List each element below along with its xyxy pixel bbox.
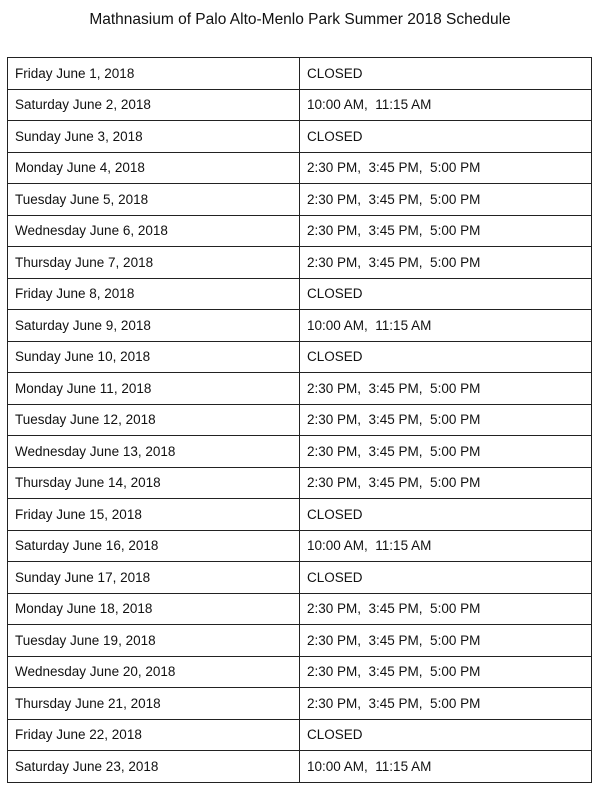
session-times-cell: CLOSED xyxy=(300,562,592,594)
table-row xyxy=(8,562,592,594)
session-times-cell: 2:30 PM, 3:45 PM, 5:00 PM xyxy=(300,467,592,499)
day-cell: Sunday June 10, 2018 xyxy=(8,341,300,373)
table-row xyxy=(8,593,592,625)
session-times-cell: 2:30 PM, 3:45 PM, 5:00 PM xyxy=(300,593,592,625)
day-cell: Friday June 22, 2018 xyxy=(8,719,300,751)
table-row xyxy=(8,121,592,153)
day-cell: Tuesday June 19, 2018 xyxy=(8,625,300,657)
session-times-cell: 2:30 PM, 3:45 PM, 5:00 PM xyxy=(300,404,592,436)
day-cell: Friday June 1, 2018 xyxy=(8,58,300,90)
table-row xyxy=(8,404,592,436)
table-row xyxy=(8,184,592,216)
table-row xyxy=(8,89,592,121)
day-cell: Wednesday June 6, 2018 xyxy=(8,215,300,247)
session-times-cell: CLOSED xyxy=(300,341,592,373)
day-cell: Sunday June 17, 2018 xyxy=(8,562,300,594)
table-row xyxy=(8,341,592,373)
session-times-cell: 2:30 PM, 3:45 PM, 5:00 PM xyxy=(300,436,592,468)
table-row xyxy=(8,656,592,688)
day-cell: Monday June 11, 2018 xyxy=(8,373,300,405)
session-times-cell: 2:30 PM, 3:45 PM, 5:00 PM xyxy=(300,247,592,279)
table-row xyxy=(8,152,592,184)
session-times-cell: CLOSED xyxy=(300,719,592,751)
session-times-cell: 10:00 AM, 11:15 AM xyxy=(300,530,592,562)
table-row xyxy=(8,751,592,783)
session-times-cell: 10:00 AM, 11:15 AM xyxy=(300,751,592,783)
table-row xyxy=(8,436,592,468)
table-row xyxy=(8,247,592,279)
session-times-cell: 2:30 PM, 3:45 PM, 5:00 PM xyxy=(300,215,592,247)
table-row xyxy=(8,499,592,531)
day-cell: Thursday June 14, 2018 xyxy=(8,467,300,499)
day-cell: Friday June 8, 2018 xyxy=(8,278,300,310)
table-row xyxy=(8,625,592,657)
session-times-cell: 2:30 PM, 3:45 PM, 5:00 PM xyxy=(300,373,592,405)
day-cell: Tuesday June 12, 2018 xyxy=(8,404,300,436)
session-times-cell: 2:30 PM, 3:45 PM, 5:00 PM xyxy=(300,656,592,688)
day-cell: Monday June 18, 2018 xyxy=(8,593,300,625)
table-row xyxy=(8,373,592,405)
day-cell: Friday June 15, 2018 xyxy=(8,499,300,531)
session-times-cell: 2:30 PM, 3:45 PM, 5:00 PM xyxy=(300,184,592,216)
day-cell: Sunday June 3, 2018 xyxy=(8,121,300,153)
day-cell: Wednesday June 13, 2018 xyxy=(8,436,300,468)
session-times-cell: CLOSED xyxy=(300,58,592,90)
session-times-cell: 10:00 AM, 11:15 AM xyxy=(300,89,592,121)
day-cell: Saturday June 2, 2018 xyxy=(8,89,300,121)
day-cell: Monday June 4, 2018 xyxy=(8,152,300,184)
session-times-cell: CLOSED xyxy=(300,121,592,153)
session-times-cell: 2:30 PM, 3:45 PM, 5:00 PM xyxy=(300,152,592,184)
page-title: Mathnasium of Palo Alto-Menlo Park Summer 2018 Schedule xyxy=(89,11,511,28)
day-cell: Saturday June 9, 2018 xyxy=(8,310,300,342)
day-cell: Saturday June 16, 2018 xyxy=(8,530,300,562)
table-row xyxy=(8,530,592,562)
session-times-cell: 2:30 PM, 3:45 PM, 5:00 PM xyxy=(300,688,592,720)
session-times-cell: CLOSED xyxy=(300,278,592,310)
schedule-table xyxy=(7,57,592,783)
session-times-cell: 10:00 AM, 11:15 AM xyxy=(300,310,592,342)
day-cell: Tuesday June 5, 2018 xyxy=(8,184,300,216)
session-times-cell: CLOSED xyxy=(300,499,592,531)
day-cell: Saturday June 23, 2018 xyxy=(8,751,300,783)
table-row xyxy=(8,467,592,499)
table-row xyxy=(8,688,592,720)
table-row xyxy=(8,215,592,247)
day-cell: Thursday June 21, 2018 xyxy=(8,688,300,720)
session-times-cell: 2:30 PM, 3:45 PM, 5:00 PM xyxy=(300,625,592,657)
table-row xyxy=(8,278,592,310)
table-row xyxy=(8,310,592,342)
day-cell: Thursday June 7, 2018 xyxy=(8,247,300,279)
day-cell: Wednesday June 20, 2018 xyxy=(8,656,300,688)
table-row xyxy=(8,58,592,90)
schedule-body xyxy=(8,58,592,783)
table-row xyxy=(8,719,592,751)
